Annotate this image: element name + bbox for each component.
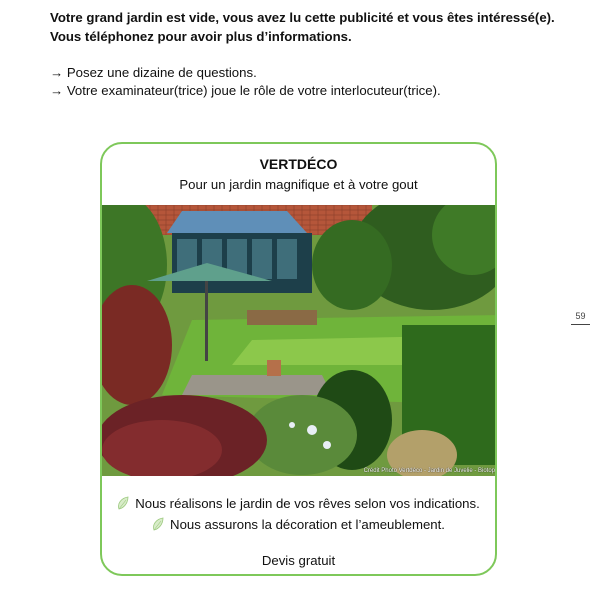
instructions — [50, 8, 570, 100]
scenario-line-1: Votre grand jardin est vide, vous avez lu cette publicité et vous êtes intéressé(e). — [50, 10, 555, 25]
task-line-1: → Posez une dizaine de questions. — [50, 65, 257, 80]
ad-bullet-list — [102, 494, 495, 536]
ad-title: VERTDÉCO — [259, 156, 338, 172]
page-number: 59 — [571, 311, 590, 325]
scenario-line-2: Vous téléphonez pour avoir plus d’informations. — [50, 29, 352, 44]
garden-photo — [102, 205, 497, 476]
advertisement-card — [100, 142, 497, 576]
list-item — [102, 515, 495, 536]
ad-subtitle: Pour un jardin magnifique et à votre gout — [179, 177, 418, 192]
task-line-2: → Votre examinateur(trice) joue le rôle de votre interlocuteur(trice). — [50, 83, 441, 98]
bullet-text: Nous assurons la décoration et l’ameublement. — [170, 517, 445, 532]
photo-credit: Crédit Photo Vertdéco - Jardin de Juvelie - Biotop — [363, 468, 495, 474]
bullet-text: Nous réalisons le jardin de vos rêves selon vos indications. — [135, 496, 480, 511]
leaf-icon — [152, 517, 164, 536]
list-item — [102, 494, 495, 515]
leaf-icon — [117, 496, 129, 515]
free-quote-label: Devis gratuit — [261, 553, 336, 568]
